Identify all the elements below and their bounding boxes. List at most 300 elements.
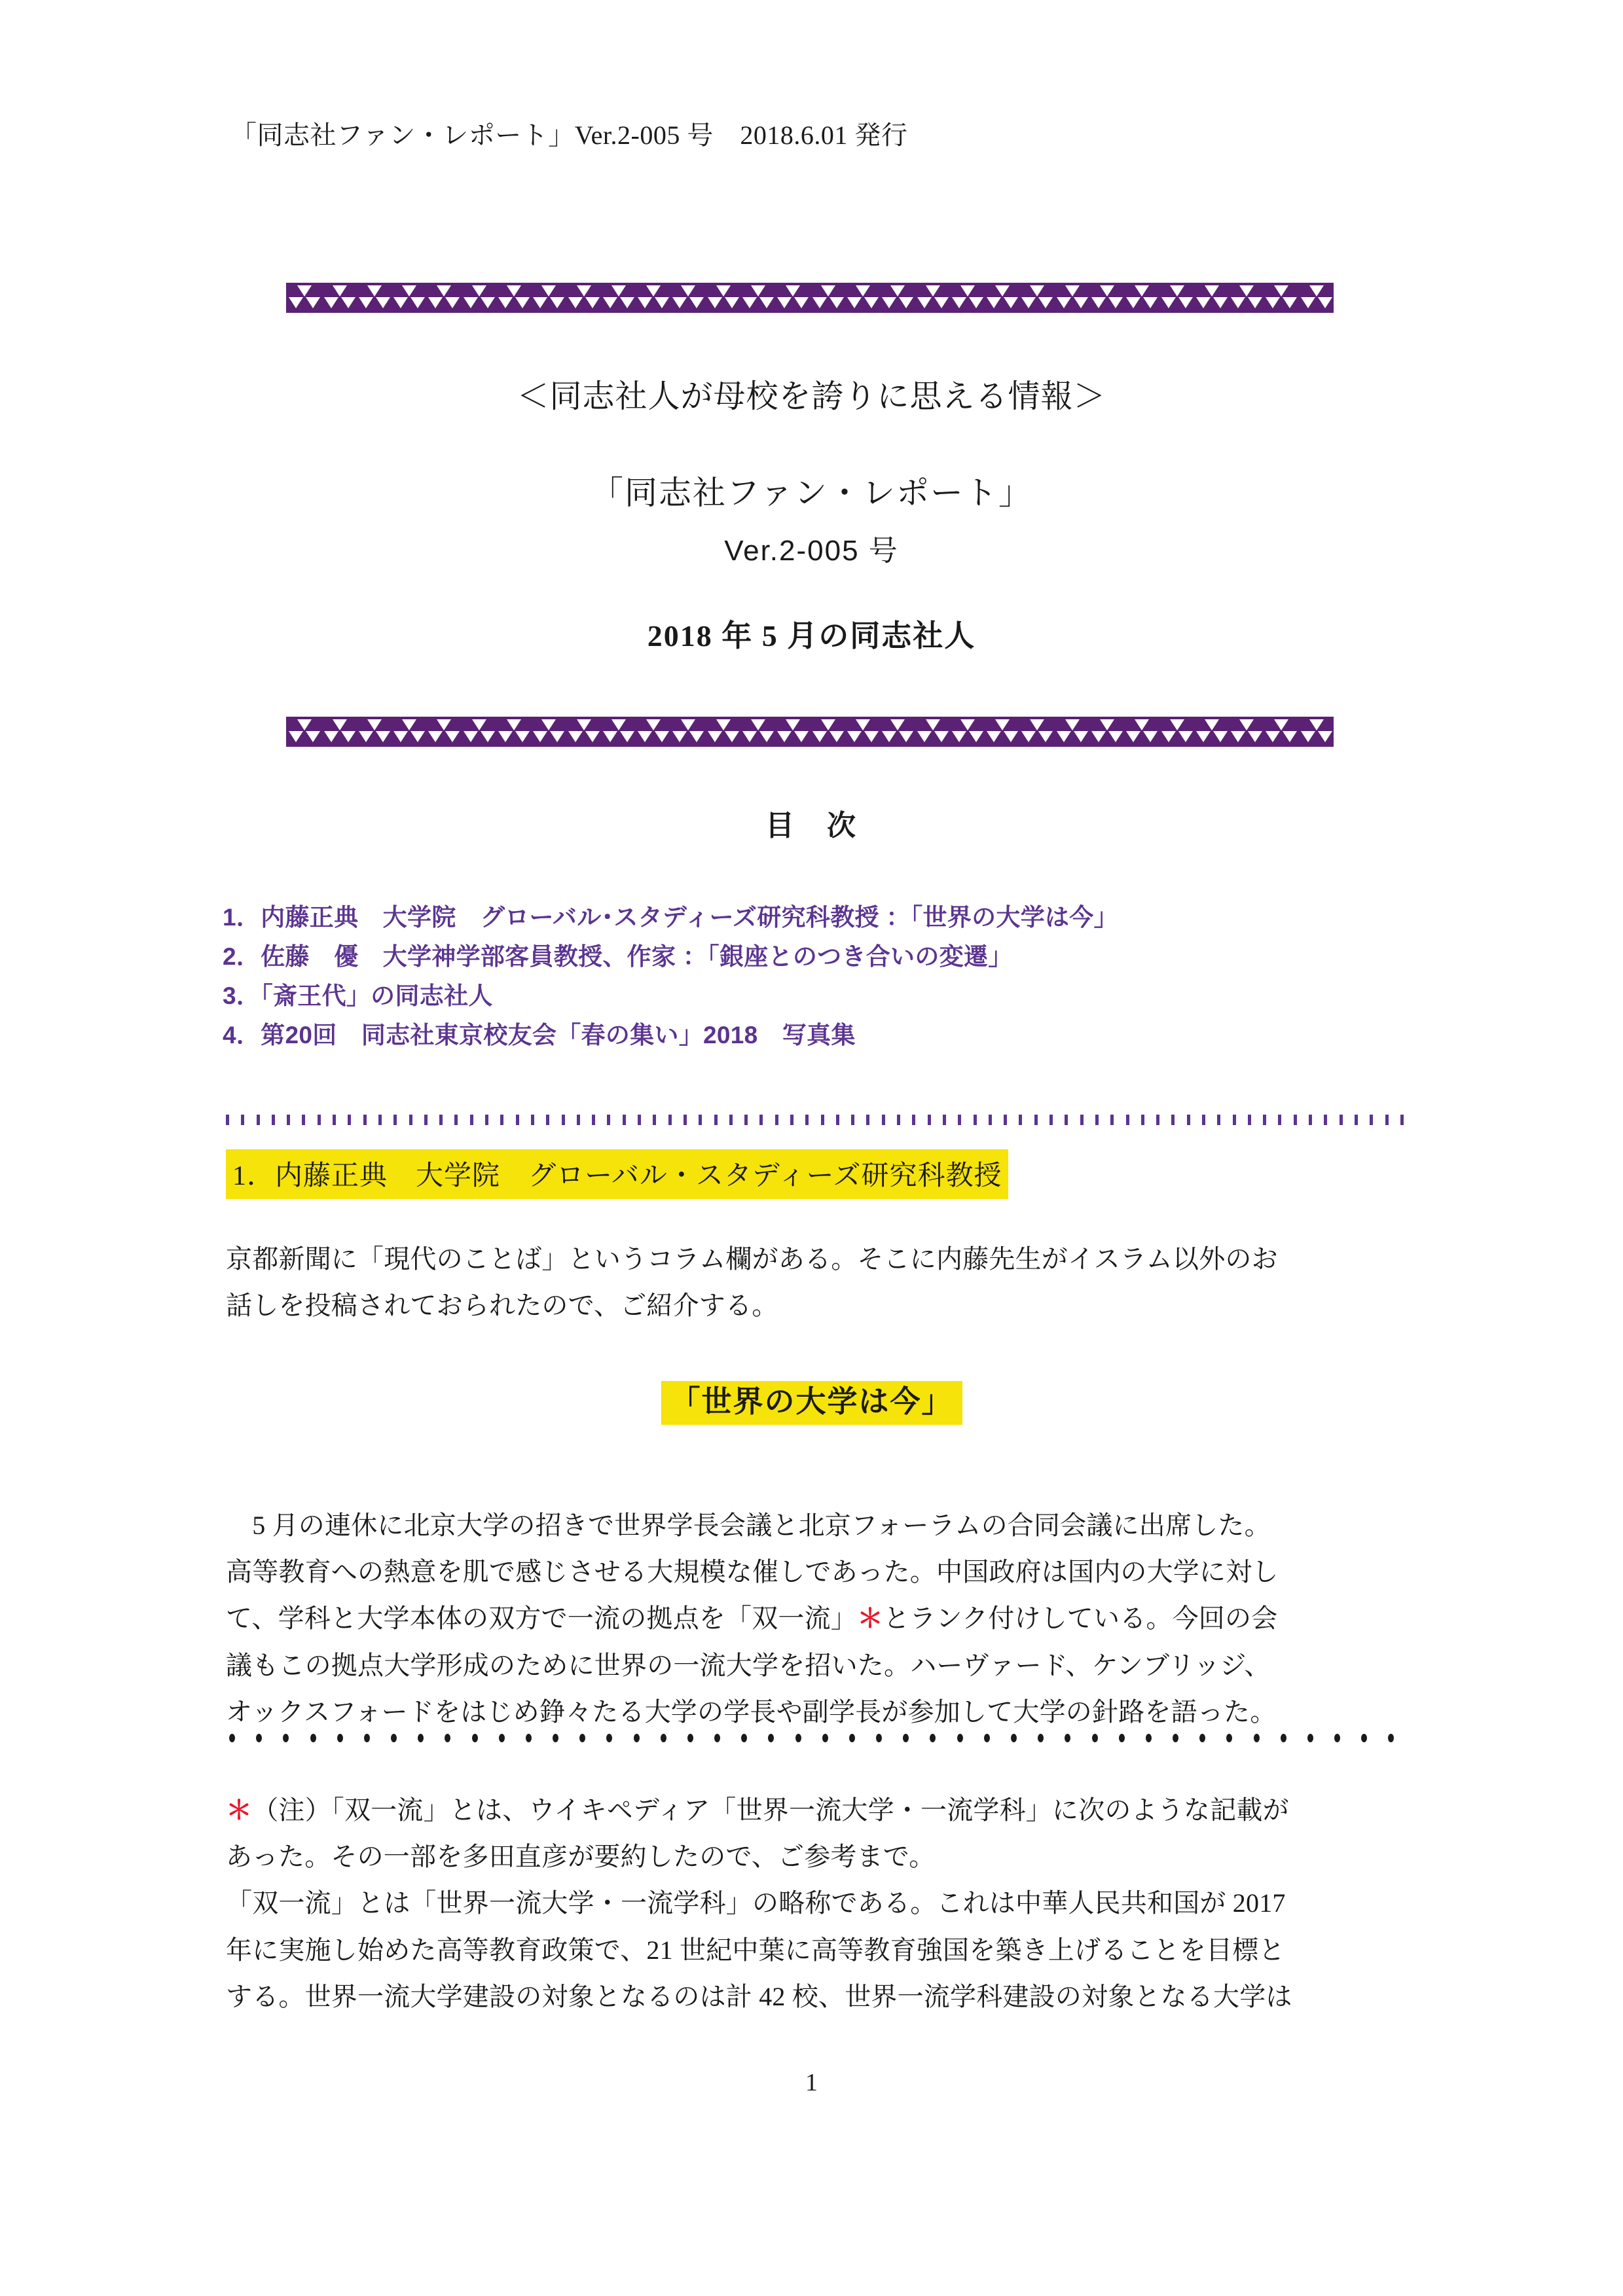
triangle-motif bbox=[531, 717, 565, 747]
triangle-down-icon bbox=[464, 297, 478, 308]
separator-dot bbox=[337, 1734, 343, 1742]
triangle-down-icon bbox=[585, 731, 600, 742]
triangle-motif bbox=[496, 717, 530, 747]
triangle-down-icon bbox=[934, 297, 949, 308]
separator-dot bbox=[526, 1734, 532, 1742]
triangle-down-icon bbox=[751, 285, 765, 296]
triangle-down-icon bbox=[1074, 731, 1088, 742]
triangle-down-icon bbox=[445, 297, 460, 308]
triangle-motif bbox=[1159, 717, 1194, 747]
triangle-down-icon bbox=[821, 285, 835, 296]
triangle-down-icon bbox=[1108, 297, 1123, 308]
triangle-down-icon bbox=[498, 297, 513, 308]
triangle-down-icon bbox=[1004, 297, 1018, 308]
triangle-down-icon bbox=[1161, 297, 1176, 308]
separator-dash bbox=[409, 1115, 412, 1125]
separator-dash bbox=[241, 1115, 244, 1125]
triangle-down-icon bbox=[672, 731, 687, 742]
decorative-triangle-bar-bottom bbox=[286, 717, 1334, 747]
separator-dot bbox=[634, 1734, 640, 1742]
intro-line-2: 話しを投稿されておられたので、ご紹介する。 bbox=[226, 1291, 778, 1321]
separator-dash bbox=[424, 1115, 428, 1125]
separator-dash bbox=[958, 1115, 961, 1125]
triangle-motif bbox=[950, 283, 984, 313]
page-number: 1 bbox=[805, 2069, 818, 2096]
triangle-down-icon bbox=[611, 285, 626, 296]
triangle-down-icon bbox=[1091, 731, 1106, 742]
separator-dash bbox=[1095, 1115, 1099, 1125]
triangle-motif bbox=[1124, 283, 1158, 313]
triangle-down-icon bbox=[899, 297, 913, 308]
triangle-down-icon bbox=[333, 719, 347, 730]
separator-dash bbox=[1233, 1115, 1236, 1125]
article-title-wrapper bbox=[0, 1378, 1623, 1421]
triangle-down-icon bbox=[786, 285, 800, 296]
triangle-down-icon bbox=[428, 297, 443, 308]
triangle-down-icon bbox=[289, 297, 303, 308]
separator-dash bbox=[1324, 1115, 1327, 1125]
separator-dash bbox=[744, 1115, 748, 1125]
toc-item-2[interactable]: 2．佐藤 優 大学神学部客員教授、作家 ：「銀座とのつき合いの変遷」 bbox=[223, 942, 1013, 970]
triangle-motif bbox=[357, 717, 391, 747]
separator-dash bbox=[684, 1115, 687, 1125]
separator-dash bbox=[226, 1115, 229, 1125]
note-line-5: する。世界一流大学建設の対象となるのは計 42 校、世界一流学科建設の対象となる大学は bbox=[226, 1981, 1292, 2011]
triangle-down-icon bbox=[393, 297, 408, 308]
separator-dot bbox=[499, 1734, 505, 1742]
triangle-down-icon bbox=[821, 719, 835, 730]
triangle-down-icon bbox=[1266, 731, 1280, 742]
triangle-down-icon bbox=[864, 731, 879, 742]
masthead-tagline: ＜同志社人が母校を誇りに思える情報＞ bbox=[517, 379, 1106, 414]
separator-dash bbox=[1340, 1115, 1343, 1125]
triangle-down-icon bbox=[960, 285, 975, 296]
separator-dash bbox=[1248, 1115, 1251, 1125]
triangle-down-icon bbox=[1283, 297, 1297, 308]
separator-dash bbox=[1004, 1115, 1007, 1125]
triangle-down-icon bbox=[655, 731, 669, 742]
separator-dash bbox=[485, 1115, 488, 1125]
separator-dash bbox=[1217, 1115, 1220, 1125]
triangle-down-icon bbox=[1030, 719, 1044, 730]
separator-dot bbox=[1173, 1734, 1178, 1742]
separator-dot bbox=[1119, 1734, 1125, 1742]
triangle-down-icon bbox=[689, 731, 704, 742]
triangle-motif bbox=[811, 283, 845, 313]
triangle-down-icon bbox=[359, 731, 373, 742]
triangle-motif bbox=[1299, 717, 1333, 747]
triangle-motif bbox=[915, 283, 949, 313]
separator-dash bbox=[531, 1115, 534, 1125]
triangle-down-icon bbox=[341, 297, 356, 308]
triangle-down-icon bbox=[899, 731, 913, 742]
triangle-down-icon bbox=[533, 297, 547, 308]
separator-dot bbox=[849, 1734, 855, 1742]
triangle-down-icon bbox=[689, 297, 704, 308]
separator-dot bbox=[606, 1734, 612, 1742]
triangle-down-icon bbox=[1205, 285, 1219, 296]
triangle-down-icon bbox=[437, 285, 451, 296]
article-title-highlight: 「世界の大学は今」 bbox=[661, 1381, 962, 1425]
triangle-down-icon bbox=[812, 297, 827, 308]
separator-dot bbox=[1388, 1734, 1394, 1742]
triangle-motif bbox=[985, 283, 1019, 313]
separator-dot bbox=[876, 1734, 882, 1742]
toc-heading: 目 次 bbox=[765, 810, 858, 842]
triangle-down-icon bbox=[786, 719, 800, 730]
separator-dash bbox=[562, 1115, 565, 1125]
triangle-motif bbox=[880, 283, 914, 313]
separator-dash bbox=[1370, 1115, 1373, 1125]
separator-dot bbox=[1307, 1734, 1313, 1742]
separator-dot bbox=[1254, 1734, 1260, 1742]
triangle-down-icon bbox=[341, 731, 356, 742]
triangle-motif bbox=[1055, 283, 1089, 313]
separator-dot bbox=[741, 1734, 747, 1742]
triangle-motif bbox=[566, 717, 600, 747]
triangle-motif bbox=[740, 717, 775, 747]
triangle-down-icon bbox=[1205, 719, 1219, 730]
triangle-down-icon bbox=[847, 297, 862, 308]
triangle-down-icon bbox=[402, 719, 416, 730]
triangle-down-icon bbox=[1143, 731, 1158, 742]
separator-dash bbox=[378, 1115, 382, 1125]
body-line-2: 高等教育への熱意を肌で感じさせる大規模な催しであった。中国政府は国内の大学に対し bbox=[226, 1557, 1279, 1587]
triangle-down-icon bbox=[742, 297, 757, 308]
triangle-down-icon bbox=[759, 297, 774, 308]
triangle-motif bbox=[1019, 717, 1053, 747]
separator-dash bbox=[1385, 1115, 1389, 1125]
triangle-down-icon bbox=[864, 297, 879, 308]
separator-dot bbox=[903, 1734, 909, 1742]
triangle-down-icon bbox=[1239, 285, 1254, 296]
triangle-motif bbox=[1229, 717, 1263, 747]
separator-dash bbox=[805, 1115, 809, 1125]
triangle-down-icon bbox=[1091, 297, 1106, 308]
triangle-down-icon bbox=[987, 731, 1001, 742]
triangle-down-icon bbox=[437, 719, 451, 730]
triangle-down-icon bbox=[1126, 731, 1140, 742]
triangle-down-icon bbox=[577, 719, 591, 730]
separator-dot bbox=[661, 1734, 666, 1742]
triangle-down-icon bbox=[550, 731, 564, 742]
separator-dash bbox=[1294, 1115, 1297, 1125]
triangle-motif bbox=[880, 717, 914, 747]
triangle-motif bbox=[915, 717, 949, 747]
triangle-down-icon bbox=[777, 731, 792, 742]
triangle-down-icon bbox=[306, 731, 320, 742]
triangle-down-icon bbox=[1143, 297, 1158, 308]
table-of-contents bbox=[223, 898, 1401, 1055]
triangle-motif bbox=[1055, 717, 1089, 747]
separator-dash bbox=[546, 1115, 549, 1125]
toc-item-1[interactable]: 1．内藤正典 大学院 グローバル･スタディーズ研究科教授 ：「世界の大学は今」 bbox=[223, 904, 1118, 931]
triangle-down-icon bbox=[1213, 297, 1228, 308]
triangle-down-icon bbox=[638, 297, 652, 308]
separator-dotted-black bbox=[229, 1732, 1395, 1744]
triangle-down-icon bbox=[1318, 297, 1332, 308]
separator-dash bbox=[1049, 1115, 1053, 1125]
triangle-down-icon bbox=[603, 297, 617, 308]
triangle-motif bbox=[1194, 717, 1228, 747]
separator-dash bbox=[866, 1115, 869, 1125]
separator-dash bbox=[775, 1115, 778, 1125]
triangle-down-icon bbox=[507, 719, 521, 730]
body-line-1: 5 月の連休に北京大学の招きで世界学長会議と北京フォーラムの合同会議に出席した。 bbox=[226, 1511, 1271, 1540]
separator-dash bbox=[714, 1115, 718, 1125]
triangle-down-icon bbox=[620, 297, 634, 308]
separator-dash bbox=[1156, 1115, 1159, 1125]
separator-dash bbox=[318, 1115, 321, 1125]
triangle-motif bbox=[322, 717, 356, 747]
triangle-down-icon bbox=[498, 731, 513, 742]
separator-dot bbox=[472, 1734, 478, 1742]
separator-dash bbox=[516, 1115, 519, 1125]
triangle-down-icon bbox=[1248, 297, 1262, 308]
separator-dash bbox=[333, 1115, 336, 1125]
separator-dot bbox=[283, 1734, 289, 1742]
triangle-down-icon bbox=[541, 719, 556, 730]
triangle-down-icon bbox=[830, 297, 844, 308]
separator-dot bbox=[1281, 1734, 1286, 1742]
triangle-down-icon bbox=[708, 731, 722, 742]
separator-dash bbox=[454, 1115, 458, 1125]
triangle-down-icon bbox=[611, 719, 626, 730]
separator-dash bbox=[1309, 1115, 1312, 1125]
triangle-down-icon bbox=[1170, 285, 1184, 296]
triangle-motif bbox=[1089, 717, 1123, 747]
triangle-down-icon bbox=[297, 285, 312, 296]
triangle-down-icon bbox=[1065, 285, 1080, 296]
triangle-motif bbox=[845, 283, 879, 313]
triangle-down-icon bbox=[926, 285, 940, 296]
triangle-motif bbox=[985, 717, 1019, 747]
separator-dot bbox=[418, 1734, 424, 1742]
separator-dot bbox=[445, 1734, 450, 1742]
triangle-down-icon bbox=[410, 731, 425, 742]
separator-dash bbox=[363, 1115, 367, 1125]
separator-dash bbox=[287, 1115, 290, 1125]
separator-dash bbox=[1019, 1115, 1022, 1125]
separator-dot bbox=[1011, 1734, 1017, 1742]
triangle-down-icon bbox=[1213, 731, 1228, 742]
triangle-down-icon bbox=[481, 297, 495, 308]
triangle-down-icon bbox=[481, 731, 495, 742]
toc-item-3[interactable]: 3．「斎王代」の同志社人 bbox=[223, 982, 493, 1009]
separator-dash bbox=[623, 1115, 626, 1125]
triangle-down-icon bbox=[1038, 731, 1053, 742]
separator-dash bbox=[699, 1115, 702, 1125]
triangle-down-icon bbox=[882, 297, 896, 308]
separator-dash bbox=[1141, 1115, 1144, 1125]
triangle-down-icon bbox=[751, 719, 765, 730]
separator-dash bbox=[790, 1115, 793, 1125]
separator-dash bbox=[943, 1115, 946, 1125]
separator-dot bbox=[1146, 1734, 1152, 1742]
triangle-motif bbox=[636, 717, 670, 747]
triangle-down-icon bbox=[1038, 297, 1053, 308]
separator-dash bbox=[1355, 1115, 1358, 1125]
triangle-down-icon bbox=[952, 297, 966, 308]
triangle-down-icon bbox=[995, 719, 1010, 730]
triangle-motif bbox=[426, 717, 460, 747]
separator-dash bbox=[759, 1115, 763, 1125]
separator-dot bbox=[579, 1734, 585, 1742]
triangle-down-icon bbox=[550, 297, 564, 308]
separator-dash bbox=[592, 1115, 595, 1125]
note-line-4: 年に実施し始めた高等教育政策で、21 世紀中葉に高等教育強国を築き上げることを目標と bbox=[226, 1935, 1285, 1965]
masthead-version: Ver.2-005 号 bbox=[724, 535, 899, 567]
note-line-3: 「双一流」とは「世界一流大学・一流学科」の略称である。これは中華人民共和国が 2017 bbox=[226, 1888, 1286, 1918]
separator-dot bbox=[1199, 1734, 1205, 1742]
masthead-title: 「同志社ファン・レポート」 bbox=[591, 475, 1032, 511]
triangle-motif bbox=[1229, 283, 1263, 313]
triangle-down-icon bbox=[812, 731, 827, 742]
triangle-motif bbox=[287, 717, 321, 747]
separator-dash bbox=[607, 1115, 610, 1125]
separator-dashed-purple bbox=[226, 1113, 1404, 1127]
separator-dot bbox=[1092, 1734, 1098, 1742]
separator-dash bbox=[668, 1115, 672, 1125]
triangle-down-icon bbox=[725, 297, 739, 308]
triangle-down-icon bbox=[1065, 719, 1080, 730]
triangle-down-icon bbox=[393, 731, 408, 742]
separator-dash bbox=[912, 1115, 915, 1125]
triangle-down-icon bbox=[830, 731, 844, 742]
triangle-down-icon bbox=[568, 731, 583, 742]
decorative-triangle-bar-top bbox=[286, 283, 1334, 313]
triangle-down-icon bbox=[1274, 719, 1288, 730]
triangle-motif bbox=[740, 283, 775, 313]
triangle-down-icon bbox=[410, 297, 425, 308]
separator-dot bbox=[256, 1734, 262, 1742]
triangle-down-icon bbox=[917, 731, 932, 742]
triangle-down-icon bbox=[541, 285, 556, 296]
triangle-down-icon bbox=[464, 731, 478, 742]
triangle-down-icon bbox=[917, 297, 932, 308]
triangle-motif bbox=[322, 283, 356, 313]
triangle-motif bbox=[1159, 283, 1194, 313]
separator-dash bbox=[729, 1115, 733, 1125]
triangle-motif bbox=[392, 717, 426, 747]
triangle-down-icon bbox=[585, 297, 600, 308]
triangle-down-icon bbox=[1318, 731, 1332, 742]
triangle-down-icon bbox=[289, 731, 303, 742]
footnote-block bbox=[226, 1787, 1404, 2020]
triangle-down-icon bbox=[1126, 297, 1140, 308]
triangle-down-icon bbox=[856, 719, 870, 730]
running-head: 「同志社ファン・レポート」Ver.2-005 号 2018.6.01 発行 bbox=[230, 120, 908, 150]
note-line-1: ＊（注）「双一流」とは、ウイキペディア「世界一流大学・一流学科」に次のような記載が bbox=[226, 1795, 1289, 1825]
triangle-down-icon bbox=[297, 719, 312, 730]
triangle-down-icon bbox=[507, 285, 521, 296]
triangle-down-icon bbox=[333, 285, 347, 296]
triangle-motif bbox=[1194, 283, 1228, 313]
triangle-down-icon bbox=[655, 297, 669, 308]
triangle-down-icon bbox=[995, 285, 1010, 296]
triangle-down-icon bbox=[716, 719, 731, 730]
triangle-down-icon bbox=[890, 719, 905, 730]
triangle-motif bbox=[462, 283, 496, 313]
footnote-asterisk-marker: ＊ bbox=[226, 1795, 253, 1825]
triangle-down-icon bbox=[987, 297, 1001, 308]
separator-dash bbox=[974, 1115, 977, 1125]
separator-dash bbox=[500, 1115, 503, 1125]
triangle-motif bbox=[1124, 717, 1158, 747]
toc-item-4[interactable]: 4．第20回 同志社東京校友会「春の集い」2018 写真集 bbox=[223, 1021, 856, 1049]
triangle-down-icon bbox=[367, 719, 382, 730]
separator-dot bbox=[1334, 1734, 1340, 1742]
separator-dash bbox=[1080, 1115, 1084, 1125]
triangle-down-icon bbox=[759, 731, 774, 742]
triangle-down-icon bbox=[515, 297, 530, 308]
separator-dash bbox=[638, 1115, 641, 1125]
triangle-down-icon bbox=[794, 731, 809, 742]
separator-dash bbox=[577, 1115, 580, 1125]
triangle-down-icon bbox=[1239, 719, 1254, 730]
triangle-down-icon bbox=[577, 285, 591, 296]
triangle-down-icon bbox=[402, 285, 416, 296]
separator-dash bbox=[1400, 1115, 1404, 1125]
triangle-motif bbox=[462, 717, 496, 747]
triangle-motif bbox=[566, 283, 600, 313]
triangle-down-icon bbox=[847, 731, 862, 742]
triangle-motif bbox=[1264, 283, 1298, 313]
triangle-motif bbox=[1089, 283, 1123, 313]
separator-dash bbox=[882, 1115, 885, 1125]
triangle-down-icon bbox=[926, 719, 940, 730]
triangle-down-icon bbox=[620, 731, 634, 742]
triangle-motif bbox=[357, 283, 391, 313]
triangle-motif bbox=[1019, 283, 1053, 313]
triangle-down-icon bbox=[794, 297, 809, 308]
article-body bbox=[226, 1502, 1404, 1735]
triangle-down-icon bbox=[1178, 297, 1193, 308]
separator-dash bbox=[439, 1115, 443, 1125]
separator-dash bbox=[257, 1115, 260, 1125]
triangle-down-icon bbox=[1248, 731, 1262, 742]
triangle-motif bbox=[950, 717, 984, 747]
triangle-down-icon bbox=[934, 731, 949, 742]
separator-dot bbox=[687, 1734, 693, 1742]
triangle-down-icon bbox=[1196, 297, 1211, 308]
triangle-down-icon bbox=[708, 297, 722, 308]
triangle-motif bbox=[845, 717, 879, 747]
triangle-motif bbox=[601, 283, 635, 313]
triangle-down-icon bbox=[472, 719, 486, 730]
triangle-down-icon bbox=[672, 297, 687, 308]
triangle-down-icon bbox=[777, 297, 792, 308]
triangle-motif bbox=[775, 717, 809, 747]
triangle-down-icon bbox=[1057, 297, 1071, 308]
triangle-down-icon bbox=[1135, 719, 1149, 730]
section-heading-highlight: 1．内藤正典 大学院 グローバル・スタディーズ研究科教授 bbox=[226, 1149, 1008, 1199]
triangle-motif bbox=[775, 283, 809, 313]
separator-dot bbox=[229, 1734, 235, 1742]
triangle-motif bbox=[1299, 283, 1333, 313]
triangle-down-icon bbox=[603, 731, 617, 742]
separator-dot bbox=[1226, 1734, 1232, 1742]
footnote-asterisk-marker: ＊ bbox=[857, 1604, 884, 1634]
intro-line-1: 京都新聞に「現代のことば」というコラム欄がある。そこに内藤先生がイスラム以外のお bbox=[226, 1244, 1278, 1274]
triangle-down-icon bbox=[515, 731, 530, 742]
triangle-motif bbox=[426, 283, 460, 313]
separator-dash bbox=[1202, 1115, 1205, 1125]
triangle-down-icon bbox=[969, 297, 983, 308]
triangle-down-icon bbox=[1283, 731, 1297, 742]
triangle-down-icon bbox=[1301, 297, 1315, 308]
triangle-down-icon bbox=[445, 731, 460, 742]
